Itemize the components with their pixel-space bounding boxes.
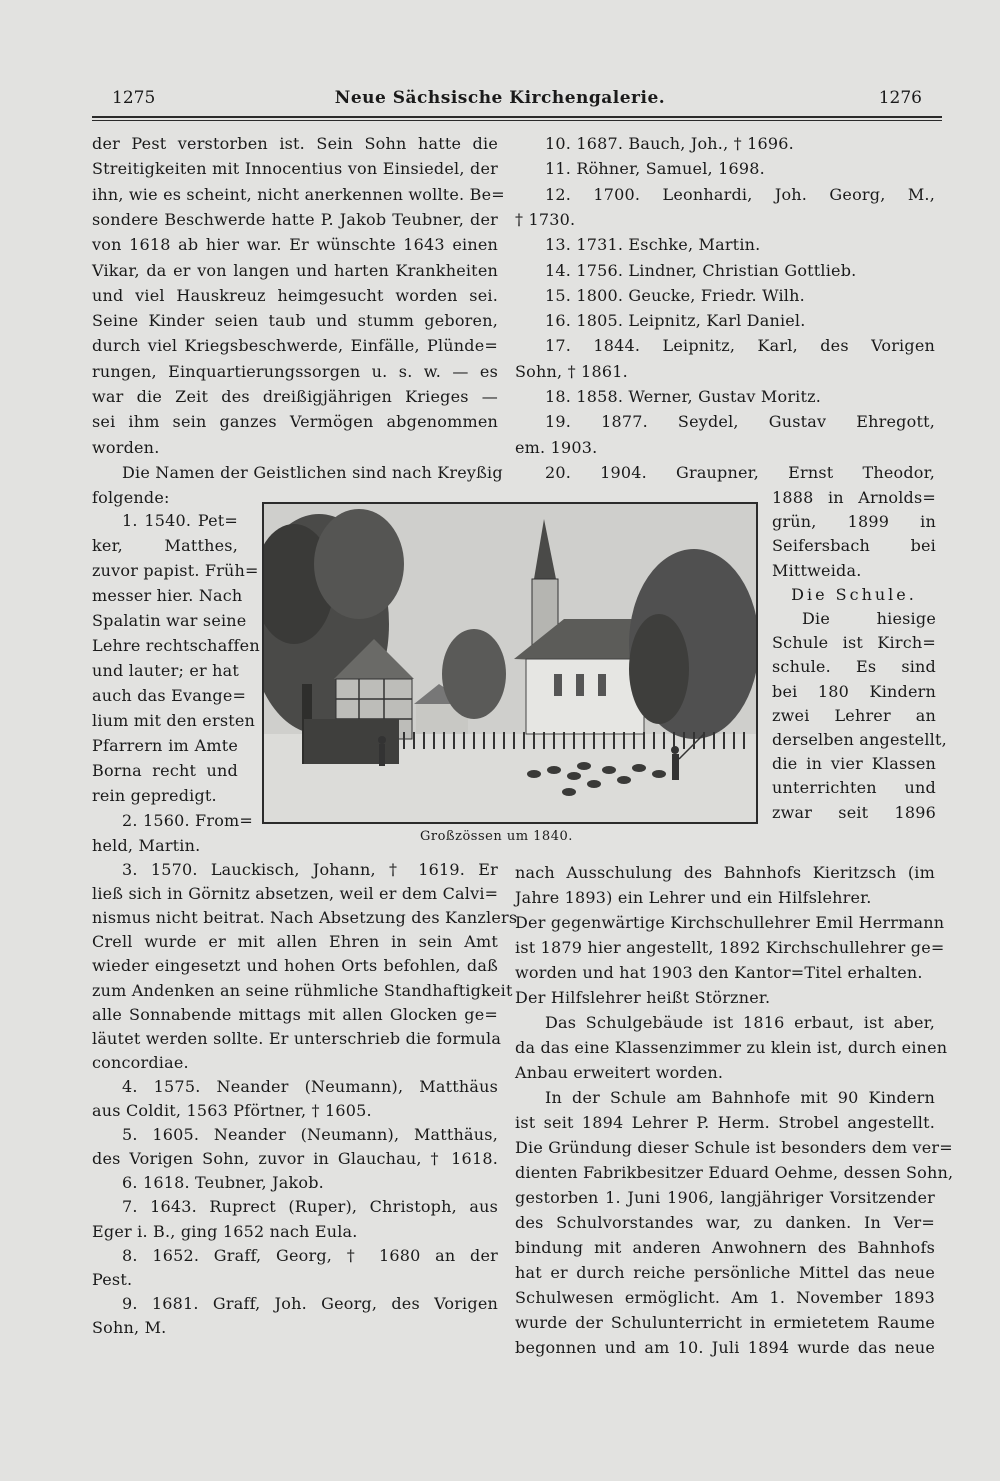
text-line: sondere Beschwerde hatte P. Jakob Teubner, der (92, 210, 498, 229)
text-line: durch viel Kriegsbeschwerde, Einfälle, Plünde= (92, 336, 498, 355)
text-line: 9. 1681. Graff, Joh. Georg, des Vorigen (122, 1294, 498, 1313)
text-line: 19. 1877. Seydel, Gustav Ehregott, (545, 412, 935, 431)
text-line: ist 1879 hier angestellt, 1892 Kirchschullehrer ge= (515, 938, 945, 957)
text-line: 7. 1643. Ruprect (Ruper), Christoph, aus (122, 1197, 498, 1216)
text-line: 17. 1844. Leipnitz, Karl, des Vorigen (545, 336, 935, 355)
text-line: Seine Kinder seien taub und stumm geboren, (92, 311, 498, 330)
text-line: zum Andenken an seine rühmliche Standhaftigkeit (92, 981, 513, 1000)
text-line: Mittweida. (772, 561, 862, 580)
text-line: held, Martin. (92, 836, 201, 855)
text-line: 6. 1618. Teubner, Jakob. (122, 1173, 324, 1192)
text-line: schule. Es sind (772, 657, 936, 676)
text-line: 1. 1540. Pet= (122, 511, 238, 530)
text-line: Anbau erweitert worden. (515, 1063, 724, 1082)
text-line: bei 180 Kindern (772, 682, 936, 701)
text-line: Das Schulgebäude ist 1816 erbaut, ist aber, (545, 1013, 935, 1032)
text-line: Der Hilfslehrer heißt Störzner. (515, 988, 771, 1007)
running-title: Neue Sächsische Kirchengalerie. (334, 88, 666, 108)
text-line: Pest. (92, 1270, 133, 1289)
text-line: 14. 1756. Lindner, Christian Gottlieb. (545, 261, 857, 280)
text-line: 3. 1570. Lauckisch, Johann, † 1619. Er (122, 860, 498, 879)
text-line: rein gepredigt. (92, 786, 217, 805)
text-line: zwei Lehrer an (772, 706, 936, 725)
text-line: ist seit 1894 Lehrer P. Herm. Strobel angestellt. (515, 1113, 935, 1132)
text-line: worden. (92, 438, 160, 457)
text-line: Sohn, M. (92, 1318, 167, 1337)
text-line: Streitigkeiten mit Innocentius von Einsiedel, der (92, 159, 498, 178)
header-rule (92, 116, 942, 118)
text-line: rungen, Einquartierungssorgen u. s. w. — es (92, 362, 498, 381)
text-line: Die Namen der Geistlichen sind nach Kreyßig (122, 463, 503, 482)
text-line: Lehre rechtschaffen (92, 636, 260, 655)
page-number-right: 1276 (878, 88, 922, 108)
text-line: unterrichten und (772, 778, 936, 797)
text-line: Der gegenwärtige Kirchschullehrer Emil Herrmann (515, 913, 945, 932)
text-line: 1888 in Arnolds= (772, 488, 936, 507)
text-line: aus Coldit, 1563 Pförtner, † 1605. (92, 1101, 372, 1120)
text-line: alle Sonnabende mittags mit allen Glocken ge= (92, 1005, 498, 1024)
text-line: em. 1903. (515, 438, 598, 457)
figure-caption: Großzössen um 1840. (420, 829, 573, 844)
text-line: Die Gründung dieser Schule ist besonders dem ver= (515, 1138, 953, 1157)
text-line: Pfarrern im Amte (92, 736, 238, 755)
text-line: 15. 1800. Geucke, Friedr. Wilh. (545, 286, 805, 305)
text-line: begonnen und am 10. Juli 1894 wurde das neue (515, 1338, 935, 1357)
header-rule-thin (92, 120, 942, 121)
text-line: Vikar, da er von langen und harten Krankheiten (92, 261, 498, 280)
text-line: Schule ist Kirch= (772, 633, 936, 652)
text-line: Eger i. B., ging 1652 nach Eula. (92, 1222, 358, 1241)
text-line: dienten Fabrikbesitzer Eduard Oehme, dessen Sohn, (515, 1163, 954, 1182)
text-line: da das eine Klassenzimmer zu klein ist, durch einen (515, 1038, 948, 1057)
text-line: Schulwesen ermöglicht. Am 1. November 1893 (515, 1288, 935, 1307)
text-line: des Schulvorstandes war, zu danken. In Ver= (515, 1213, 935, 1232)
text-line: Seifersbach bei (772, 536, 936, 555)
text-line: wieder eingesetzt und hohen Orts befohlen, daß (92, 956, 498, 975)
church-engraving (262, 502, 758, 824)
text-line: In der Schule am Bahnhofe mit 90 Kindern (545, 1088, 935, 1107)
text-line: Die Schule. (791, 585, 917, 604)
text-line: 2. 1560. From= (122, 811, 254, 830)
text-line: des Vorigen Sohn, zuvor in Glauchau, † 1618. (92, 1149, 498, 1168)
text-line: bindung mit anderen Anwohnern des Bahnhofs (515, 1238, 935, 1257)
text-line: ker, Matthes, (92, 536, 238, 555)
text-line: 13. 1731. Eschke, Martin. (545, 235, 761, 254)
text-line: 18. 1858. Werner, Gustav Moritz. (545, 387, 822, 406)
text-line: wurde der Schulunterricht in ermietetem Raume (515, 1313, 935, 1332)
text-line: Die hiesige (802, 609, 936, 628)
text-line: folgende: (92, 488, 170, 507)
engraving-image (264, 504, 756, 822)
text-line: ließ sich in Görnitz absetzen, weil er dem Calvi= (92, 884, 499, 903)
text-line: gestorben 1. Juni 1906, langjähriger Vorsitzender (515, 1188, 935, 1207)
text-line: zuvor papist. Früh= (92, 561, 259, 580)
text-line: 8. 1652. Graff, Georg, † 1680 an der (122, 1246, 498, 1265)
text-line: und viel Hauskreuz heimgesucht worden sei. (92, 286, 498, 305)
text-line: Jahre 1893) ein Lehrer und ein Hilfslehrer. (515, 888, 872, 907)
text-line: † 1730. (515, 210, 576, 229)
text-line: läutet werden sollte. Er unterschrieb die formula (92, 1029, 502, 1048)
text-line: hat er durch reiche persönliche Mittel das neue (515, 1263, 935, 1282)
text-line: war die Zeit des dreißigjährigen Krieges — (92, 387, 498, 406)
text-line: messer hier. Nach (92, 586, 243, 605)
text-line: worden und hat 1903 den Kantor=Titel erhalten. (515, 963, 923, 982)
text-line: Sohn, † 1861. (515, 362, 628, 381)
text-line: und lauter; er hat (92, 661, 239, 680)
text-line: grün, 1899 in (772, 512, 936, 531)
text-line: 16. 1805. Leipnitz, Karl Daniel. (545, 311, 806, 330)
text-line: 5. 1605. Neander (Neumann), Matthäus, (122, 1125, 498, 1144)
text-line: 20. 1904. Graupner, Ernst Theodor, (545, 463, 935, 482)
text-line: auch das Evange= (92, 686, 247, 705)
text-line: 10. 1687. Bauch, Joh., † 1696. (545, 134, 794, 153)
text-line: sei ihm sein ganzes Vermögen abgenommen (92, 412, 498, 431)
text-line: nach Ausschulung des Bahnhofs Kieritzsch (im (515, 863, 935, 882)
text-line: zwar seit 1896 (772, 803, 936, 822)
text-line: Borna recht und (92, 761, 238, 780)
text-line: die in vier Klassen (772, 754, 936, 773)
page-number-left: 1275 (112, 88, 156, 108)
text-line: Spalatin war seine (92, 611, 247, 630)
text-line: nismus nicht beitrat. Nach Absetzung des Kanzlers (92, 908, 518, 927)
text-line: concordiae. (92, 1053, 189, 1072)
text-line: 11. Röhner, Samuel, 1698. (545, 159, 765, 178)
text-line: derselben angestellt, (772, 730, 947, 749)
text-line: ihn, wie es scheint, nicht anerkennen wollte. Be= (92, 185, 505, 204)
text-line: 4. 1575. Neander (Neumann), Matthäus (122, 1077, 498, 1096)
text-line: Crell wurde er mit allen Ehren in sein Amt (92, 932, 498, 951)
text-line: der Pest verstorben ist. Sein Sohn hatte die (92, 134, 498, 153)
text-line: von 1618 ab hier war. Er wünschte 1643 einen (92, 235, 498, 254)
text-line: lium mit den ersten (92, 711, 256, 730)
text-line: 12. 1700. Leonhardi, Joh. Georg, M., (545, 185, 935, 204)
